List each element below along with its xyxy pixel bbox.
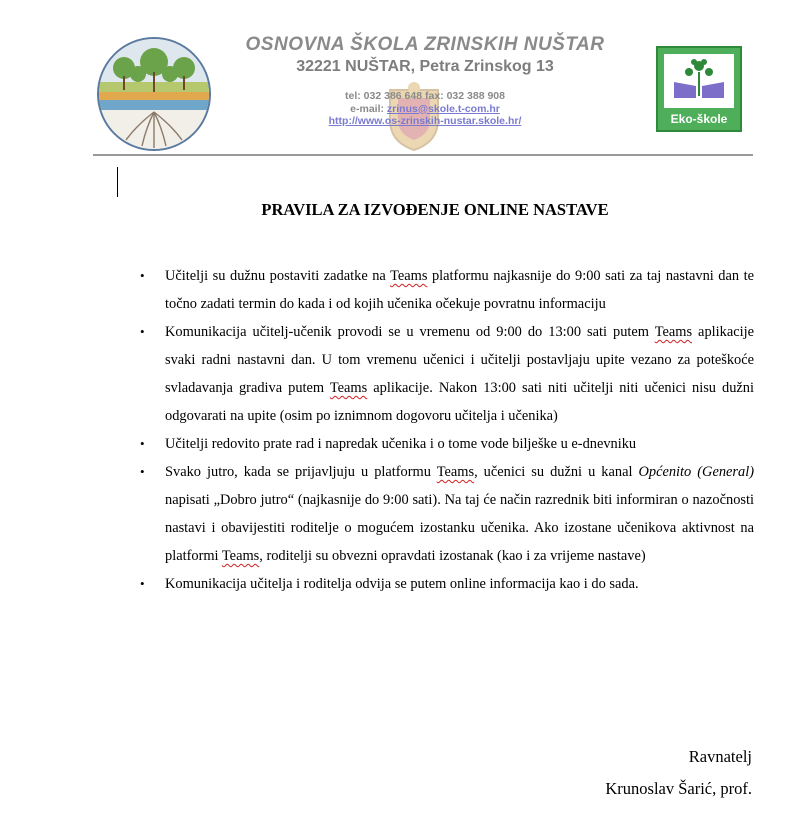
eko-label: Eko-škole [670, 112, 728, 126]
school-address: 32221 NUŠTAR, Petra Zrinskog 13 [296, 58, 554, 75]
email-label: e-mail: [350, 102, 384, 115]
website-link[interactable]: http://www.os-zrinskih-nustar.skole.hr/ [328, 115, 522, 127]
phone-fax: tel: 032 386 648 fax: 032 388 908 [345, 90, 505, 102]
school-name: OSNOVNA ŠKOLA ZRINSKIH NUŠTAR [245, 34, 605, 55]
list-item: • Komunikacija učitelj-učenik provodi se u vremenu od 9:00 do 13:00 sati putem Teams aplikacije svaki radni nastavni dan. U tom vremenu učenici i učitelji postavljaju upite vezano za poteškoće svladavanja gradiva putem Teams aplikacije. Nakon 13:00 sati niti učitelji niti učenici nisu dužni odgovarati na upite (osim po iznimnom dogovoru učitelja i učenika) [134, 318, 754, 430]
list-item: • Učitelji redovito prate rad i napredak učenika i o tome vode bilješke u e-dnevniku [134, 430, 754, 458]
header-divider [93, 154, 753, 156]
letterhead [0, 0, 810, 160]
contact-block [240, 90, 610, 128]
eko-skole-logo [656, 46, 742, 132]
text-cursor [117, 167, 118, 197]
email-link[interactable]: zrinus@skole.t-com.hr [386, 102, 500, 115]
list-item: • Svako jutro, kada se prijavljuju u platformu Teams, učenici su dužni u kanal Općenito (General) napisati „Dobro jutro“ (najkasnije do 9:00 sati). Na taj će način razrednik biti informiran o nazočnosti nastavi i obavijestiti roditelje o mogućem izostanku učenika. Ako izostane učenikova aktivnost na platformi Teams, roditelji su obvezni opravdati izostanak (kao i za vrijeme nastave) [134, 458, 754, 570]
signature-role: Ravnatelj [688, 747, 752, 766]
signature-name: Krunoslav Šarić, prof. [605, 779, 752, 798]
email-line [240, 103, 610, 116]
list-item: • Učitelji su dužnu postaviti zadatke na Teams platformu najkasnije do 9:00 sati za taj nastavni dan te točno zadati termin do kada i od kojih učenika očekuje povratnu informaciju [134, 262, 754, 318]
rules-list [134, 262, 754, 598]
document-title: PRAVILA ZA IZVOĐENJE ONLINE NASTAVE [261, 200, 609, 219]
list-item: • Komunikacija učitelja i roditelja odvija se putem online informacija kao i do sada. [134, 570, 754, 598]
